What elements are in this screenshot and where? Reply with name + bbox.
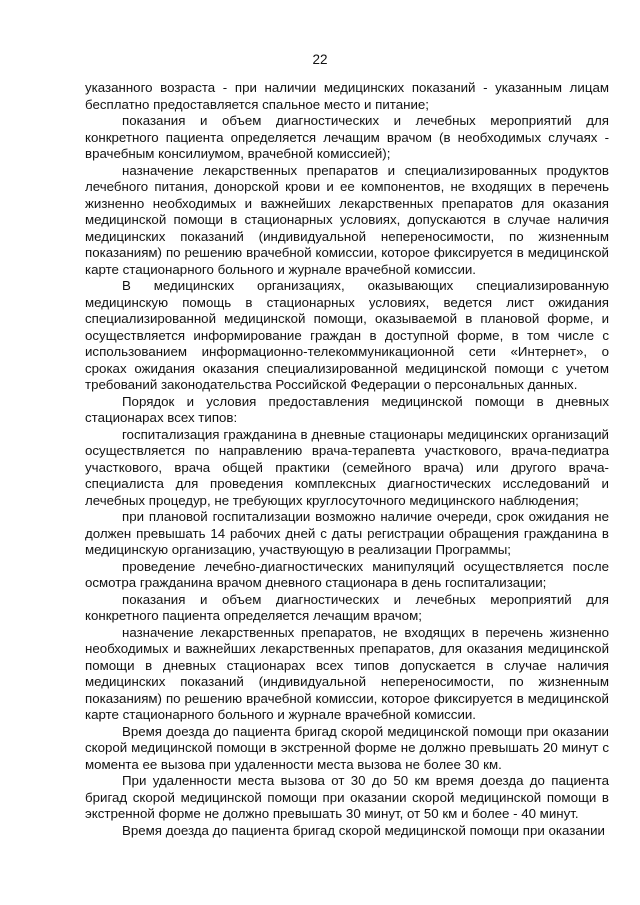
paragraph: В медицинских организациях, оказывающих специализированную медицинскую помощь в стационарных условиях, ведется лист ожидания специализированной медицинской помощи, оказываемой в плановой форме, и осуществляется информирование граждан в доступной форме, в том числе с использованием информационно-телекоммуникационной сети «Интернет», о сроках ожидания оказания специализированной медицинской помощи с учетом требований законодательства Российской Федерации о персональных данных. bbox=[85, 278, 609, 392]
paragraph: Порядок и условия предоставления медицинской помощи в дневных стационарах всех типов: bbox=[85, 393, 609, 425]
paragraph: проведение лечебно-диагностических манипуляций осуществляется после осмотра гражданина врачом дневного стационара в день госпитализации; bbox=[85, 558, 609, 590]
page-number: 22 bbox=[312, 52, 328, 67]
paragraph: показания и объем диагностических и лечебных мероприятий для конкретного пациента определяется лечащим врачом (в необходимых случаях - врачебным консилиумом, врачебной комиссией); bbox=[85, 113, 609, 161]
paragraph-trailing: Время доезда до пациента бригад скорой медицинской помощи при оказании bbox=[122, 822, 605, 838]
page-body bbox=[85, 80, 609, 839]
paragraph-continuation: указанного возраста - при наличии медицинских показаний - указанным лицам бесплатно предоставляется спальное место и питание; bbox=[85, 80, 609, 112]
paragraph: Время доезда до пациента бригад скорой медицинской помощи при оказании скорой медицинской помощи в экстренной форме не должно превышать 20 минут с момента ее вызова при удаленности места вызова не более 30 км. bbox=[85, 723, 609, 772]
paragraph: назначение лекарственных препаратов, не входящих в перечень жизненно необходимых и важнейших лекарственных препаратов, для оказания медицинской помощи в дневных стационарах всех типов допускается в случае наличия медицинских показаний (индивидуальной непереносимости, по жизненным показаниям) по решению врачебной комиссии, которое фиксируется в медицинской карте стационарного больного и журнале врачебной комиссии. bbox=[85, 624, 609, 722]
paragraph: при плановой госпитализации возможно наличие очереди, срок ожидания не должен превышать 14 рабочих дней с даты регистрации обращения гражданина в медицинскую организацию, участвующую в реализации Программы; bbox=[85, 509, 609, 557]
paragraph: показания и объем диагностических и лечебных мероприятий для конкретного пациента определяется лечащим врачом; bbox=[85, 591, 609, 623]
paragraph: При удаленности места вызова от 30 до 50 км время доезда до пациента бригад скорой медицинской помощи при оказании скорой медицинской помощи в экстренной форме не должно превышать 30 минут, от 50 км и более - 40 минут. bbox=[85, 773, 609, 821]
paragraph: госпитализация гражданина в дневные стационары медицинских организаций осуществляется по направлению врача-терапевта участкового, врача-педиатра участкового, врача общей практики (семейного врача) или другого врача-специалиста для проведения комплексных диагностических исследований и лечебных процедур, не требующих круглосуточного медицинского наблюдения; bbox=[85, 426, 609, 508]
paragraph: назначение лекарственных препаратов и специализированных продуктов лечебного питания, донорской крови и ее компонентов, не входящих в перечень жизненно необходимых и важнейших лекарственных препаратов для оказания медицинской помощи в стационарных условиях, допускаются в случае наличия медицинских показаний (индивидуальной непереносимости, по жизненным показаниям) по решению врачебной комиссии, которое фиксируется в медицинской карте стационарного больного и журнале врачебной комиссии. bbox=[85, 162, 609, 277]
